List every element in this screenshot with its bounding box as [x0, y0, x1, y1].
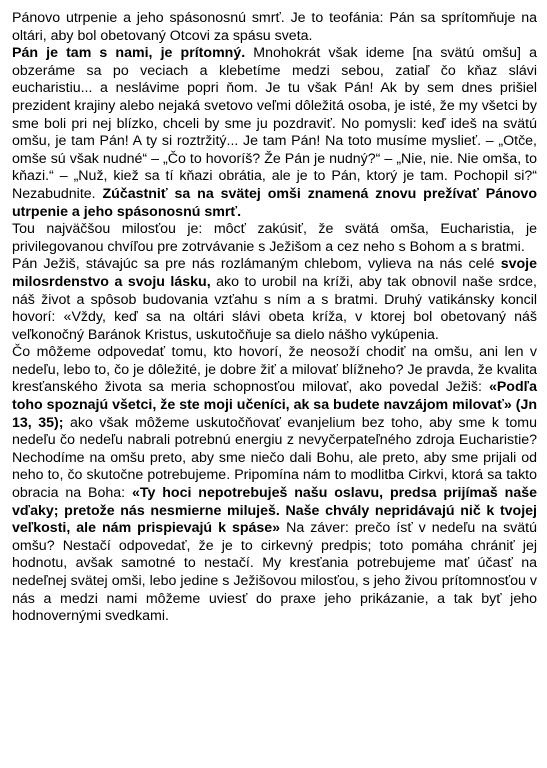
paragraph-5: [12, 344, 537, 626]
paragraph-4: [12, 256, 537, 344]
text-run: Pánovo utrpenie a jeho spásonosnú smrť. Je to teofánia: Pán sa sprítomňuje na oltári, aby bol obetovaný Otcovi za spásu sveta.: [12, 10, 537, 44]
bold-run: Zúčastniť sa na svätej omši znamená znovu prežívať Pánovo utrpenie a jeho spásonosnú smrť.: [12, 185, 537, 220]
text-run: Na záver: prečo ísť v nedeľu na svätú omšu? Nestačí odpovedať, že je to cirkevný predpis; toto pomáha chrániť jej hodnotu, avšak samotné to nestačí. My kresťania potrebujeme mať účasť na nedeľnej svätej omši, lebo jedine s Ježišovou milosťou, s jeho živou prítomnosťou v nás a medzi nami môžeme uviesť do praxe jeho prikázanie, a tak byť jeho hodnovernými svedkami.: [12, 520, 537, 625]
bold-run: «Podľa toho spoznajú všetci, že ste moji učeníci, ak sa budete navzájom milovať» (Jn 13, 35);: [12, 379, 537, 431]
paragraph-2: [12, 45, 537, 221]
text-run: ako však môžeme uskutočňovať evanjelium bez toho, aby sme k tomu nedeľu čo nedeľu nabrali potrebnú energiu z nevyčerpateľného zdroja Eucharistie? Nechodíme na omšu preto, aby sme niečo dali Bohu, ale preto, aby sme prijali od neho to, čo skutočne potrebujeme. Pripomína nám to modlitba Cirkvi, ktorá sa takto obracia na Boha:: [12, 414, 537, 502]
text-run: Čo môžeme odpovedať tomu, kto hovorí, že neosoží chodiť na omšu, ani len v nedeľu, lebo to, čo je dôležité, je dobre žiť a milovať blížneho? Je pravda, že kvalita kresťanského života sa meria schopnosťou milovať, ako povedal Ježiš:: [12, 344, 537, 396]
bold-run: «Ty hoci nepotrebuješ našu oslavu, predsa prijímaš naše vďaky; pretože nás nesmierne miluješ. Naše chvály nepridávajú nič k tvojej veľkosti, ale nám prispievajú k spáse»: [12, 485, 537, 537]
bold-run: Pán je tam s nami, je prítomný.: [12, 45, 246, 62]
bold-run: svoje milosrdenstvo a svoju lásku,: [12, 256, 537, 290]
paragraph-1: [12, 10, 537, 45]
text-run: Mnohokrát však ideme [na svätú omšu] a obzeráme sa po veciach a klebetíme medzi sebou, zatiaľ čo kňaz slávi eucharistiu... a neslávime popri ňom. Je tu však Pán! Ak by sem dnes prišiel prezident krajiny alebo nejaká svetovo veľmi dôležitá osoba, je isté, že my všetci by sme boli pri nej blízko, chceli by sme ju pozdraviť. No pomysli: keď ideš na svätú omšu, je tam Pán! A ty si roztržitý... Je tam Pán! Na toto musíme myslieť. – „Otče, omše sú však nudné“ – „Čo to hovoríš? Že Pán je nudný?“ – „Nie, nie. Nie omša, to kňazi.“ – „Nuž, kiež sa tí kňazi obrátia, ale je to Pán, ktorý je tam. Pochopil si?“ Nezabudnite.: [12, 45, 537, 202]
text-run: ako to urobil na kríži, aby tak obnovil naše srdce, náš život a spôsob budovania vzťahu s ním a s bratmi. Druhý vatikánsky koncil hovorí: «Vždy, keď sa na oltári slávi obeta kríža, v ktorej bol obetovaný náš veľkonočný Baránok Kristus, uskutočňuje sa dielo nášho vykúpenia.: [12, 273, 537, 343]
text-run: Tou najväčšou milosťou je: môcť zakúsiť, že svätá omša, Eucharistia, je privilegovanou chvíľou pre zotrvávanie s Ježišom a cez neho s Bohom a s bratmi.: [12, 221, 537, 255]
text-run: Pán Ježiš, stávajúc sa pre nás rozlámaným chlebom, vylieva na nás celé: [12, 256, 501, 273]
paragraph-3: [12, 221, 537, 256]
